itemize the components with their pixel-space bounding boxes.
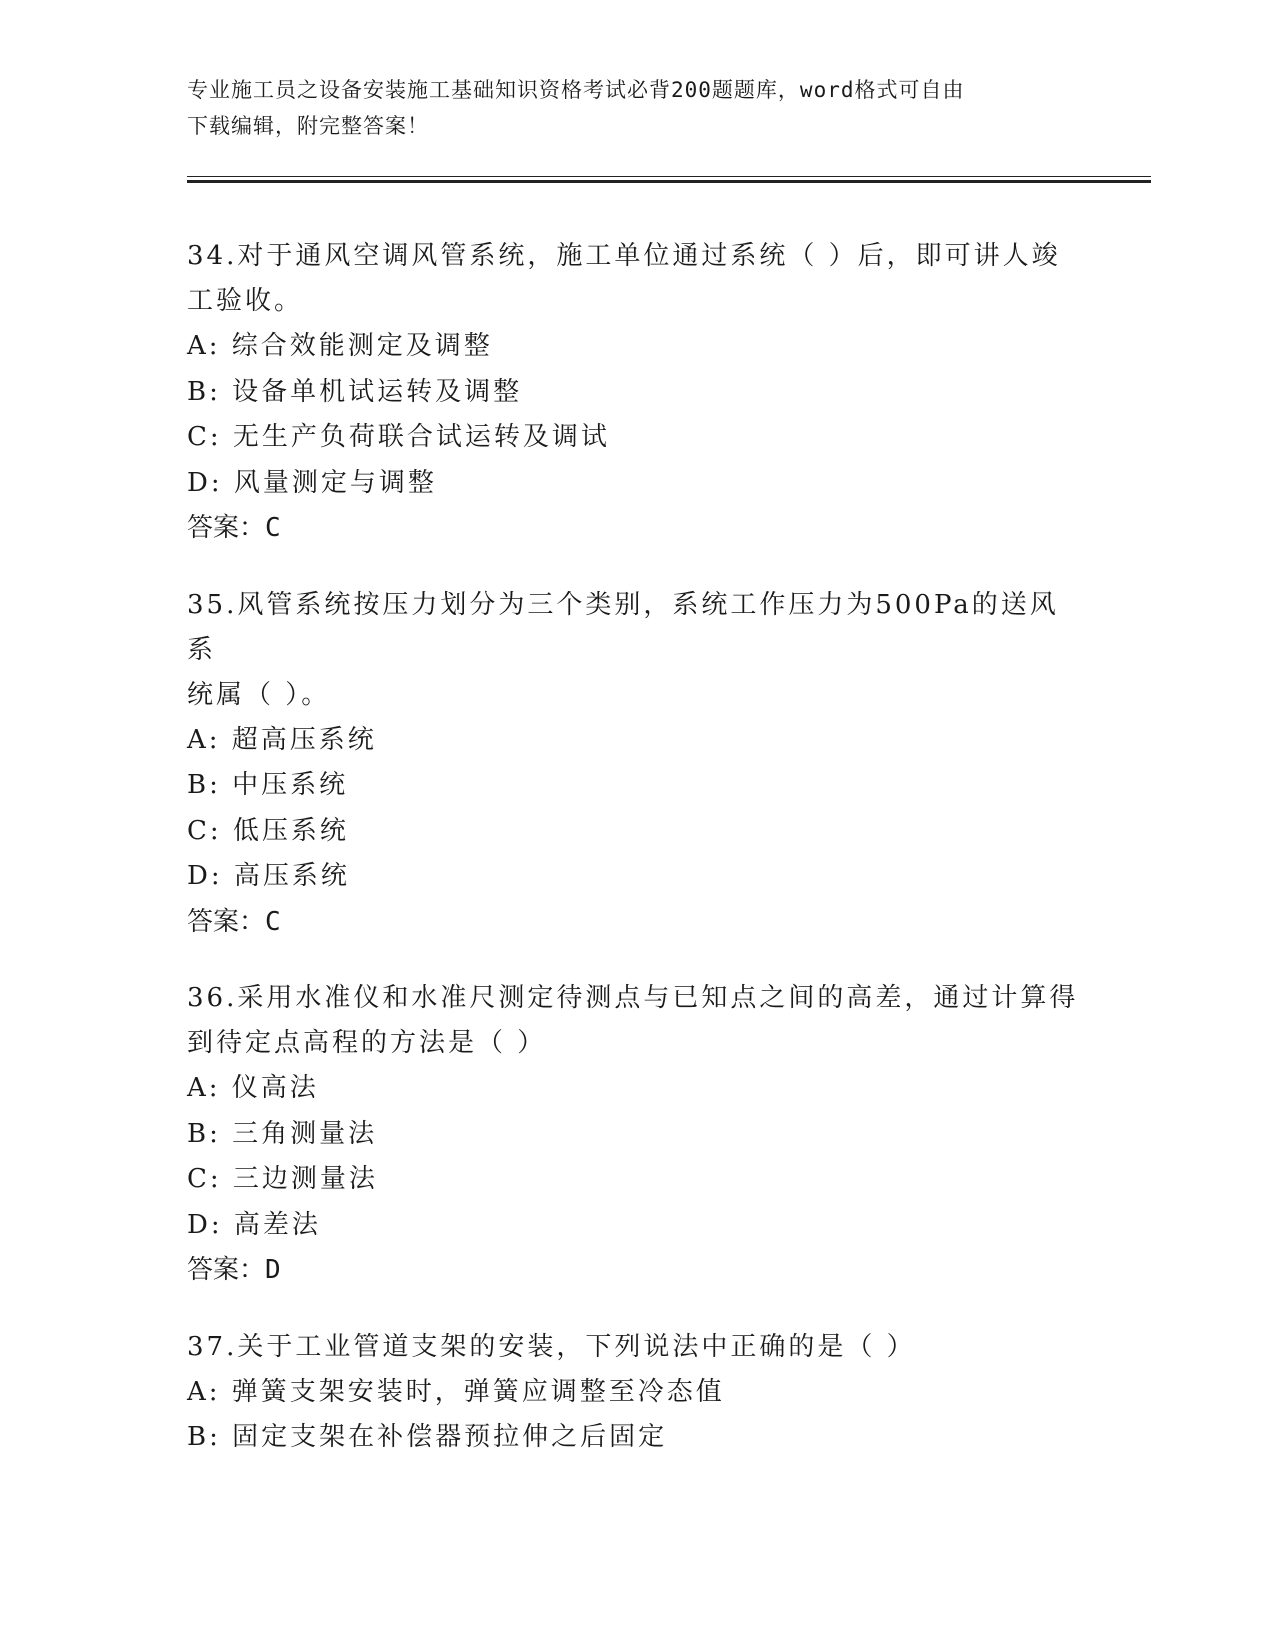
answer-label: 答案：C <box>187 906 281 937</box>
option-a: A: 超高压系统 <box>187 724 377 755</box>
question-35 <box>187 583 1087 946</box>
question-stem-line: 工验收。 <box>187 286 304 316</box>
option-d: D: 高差法 <box>187 1209 321 1240</box>
option-d: D: 高压系统 <box>187 861 350 891</box>
question-36 <box>187 976 1087 1294</box>
option-b: B: 中压系统 <box>187 770 349 800</box>
question-37 <box>187 1325 1087 1461</box>
option-a: A: 仪高法 <box>187 1073 319 1103</box>
question-stem-line: 35.风管系统按压力划分为三个类别，系统工作压力为500Pa的送风系 <box>187 589 1059 665</box>
header-line-1: 专业施工员之设备安装施工基础知识资格考试必背200题题库，word格式可自由 <box>187 78 965 102</box>
option-a: A: 综合效能测定及调整 <box>187 331 493 361</box>
question-stem-line: 统属（ ）。 <box>187 679 331 710</box>
option-b: B: 设备单机试运转及调整 <box>187 376 523 407</box>
option-a: A: 弹簧支架安装时，弹簧应调整至冷态值 <box>187 1376 725 1407</box>
document-header <box>187 72 1087 144</box>
question-stem-line: 34.对于通风空调风管系统，施工单位通过系统（ ）后，即可讲人竣 <box>187 241 1061 271</box>
question-list <box>187 234 1087 1492</box>
question-stem-line: 到待定点高程的方法是（ ） <box>187 1028 547 1058</box>
option-b: B: 三角测量法 <box>187 1118 378 1149</box>
option-c: C: 低压系统 <box>187 815 349 846</box>
header-line-2: 下载编辑，附完整答案！ <box>187 114 429 138</box>
answer-label: 答案：C <box>187 513 281 543</box>
option-c: C: 三边测量法 <box>187 1164 378 1194</box>
option-d: D: 风量测定与调整 <box>187 467 437 498</box>
question-stem-line: 37.关于工业管道支架的安装，下列说法中正确的是（ ） <box>187 1331 916 1362</box>
option-c: C: 无生产负荷联合试运转及调试 <box>187 422 610 452</box>
header-divider-thin <box>187 176 1151 177</box>
question-stem-line: 36.采用水准仪和水准尺测定待测点与已知点之间的高差，通过计算得 <box>187 983 1079 1013</box>
answer-label: 答案：D <box>187 1255 281 1285</box>
option-b: B: 固定支架在补偿器预拉伸之后固定 <box>187 1422 668 1452</box>
question-34 <box>187 234 1087 552</box>
header-divider-thick <box>187 180 1151 183</box>
